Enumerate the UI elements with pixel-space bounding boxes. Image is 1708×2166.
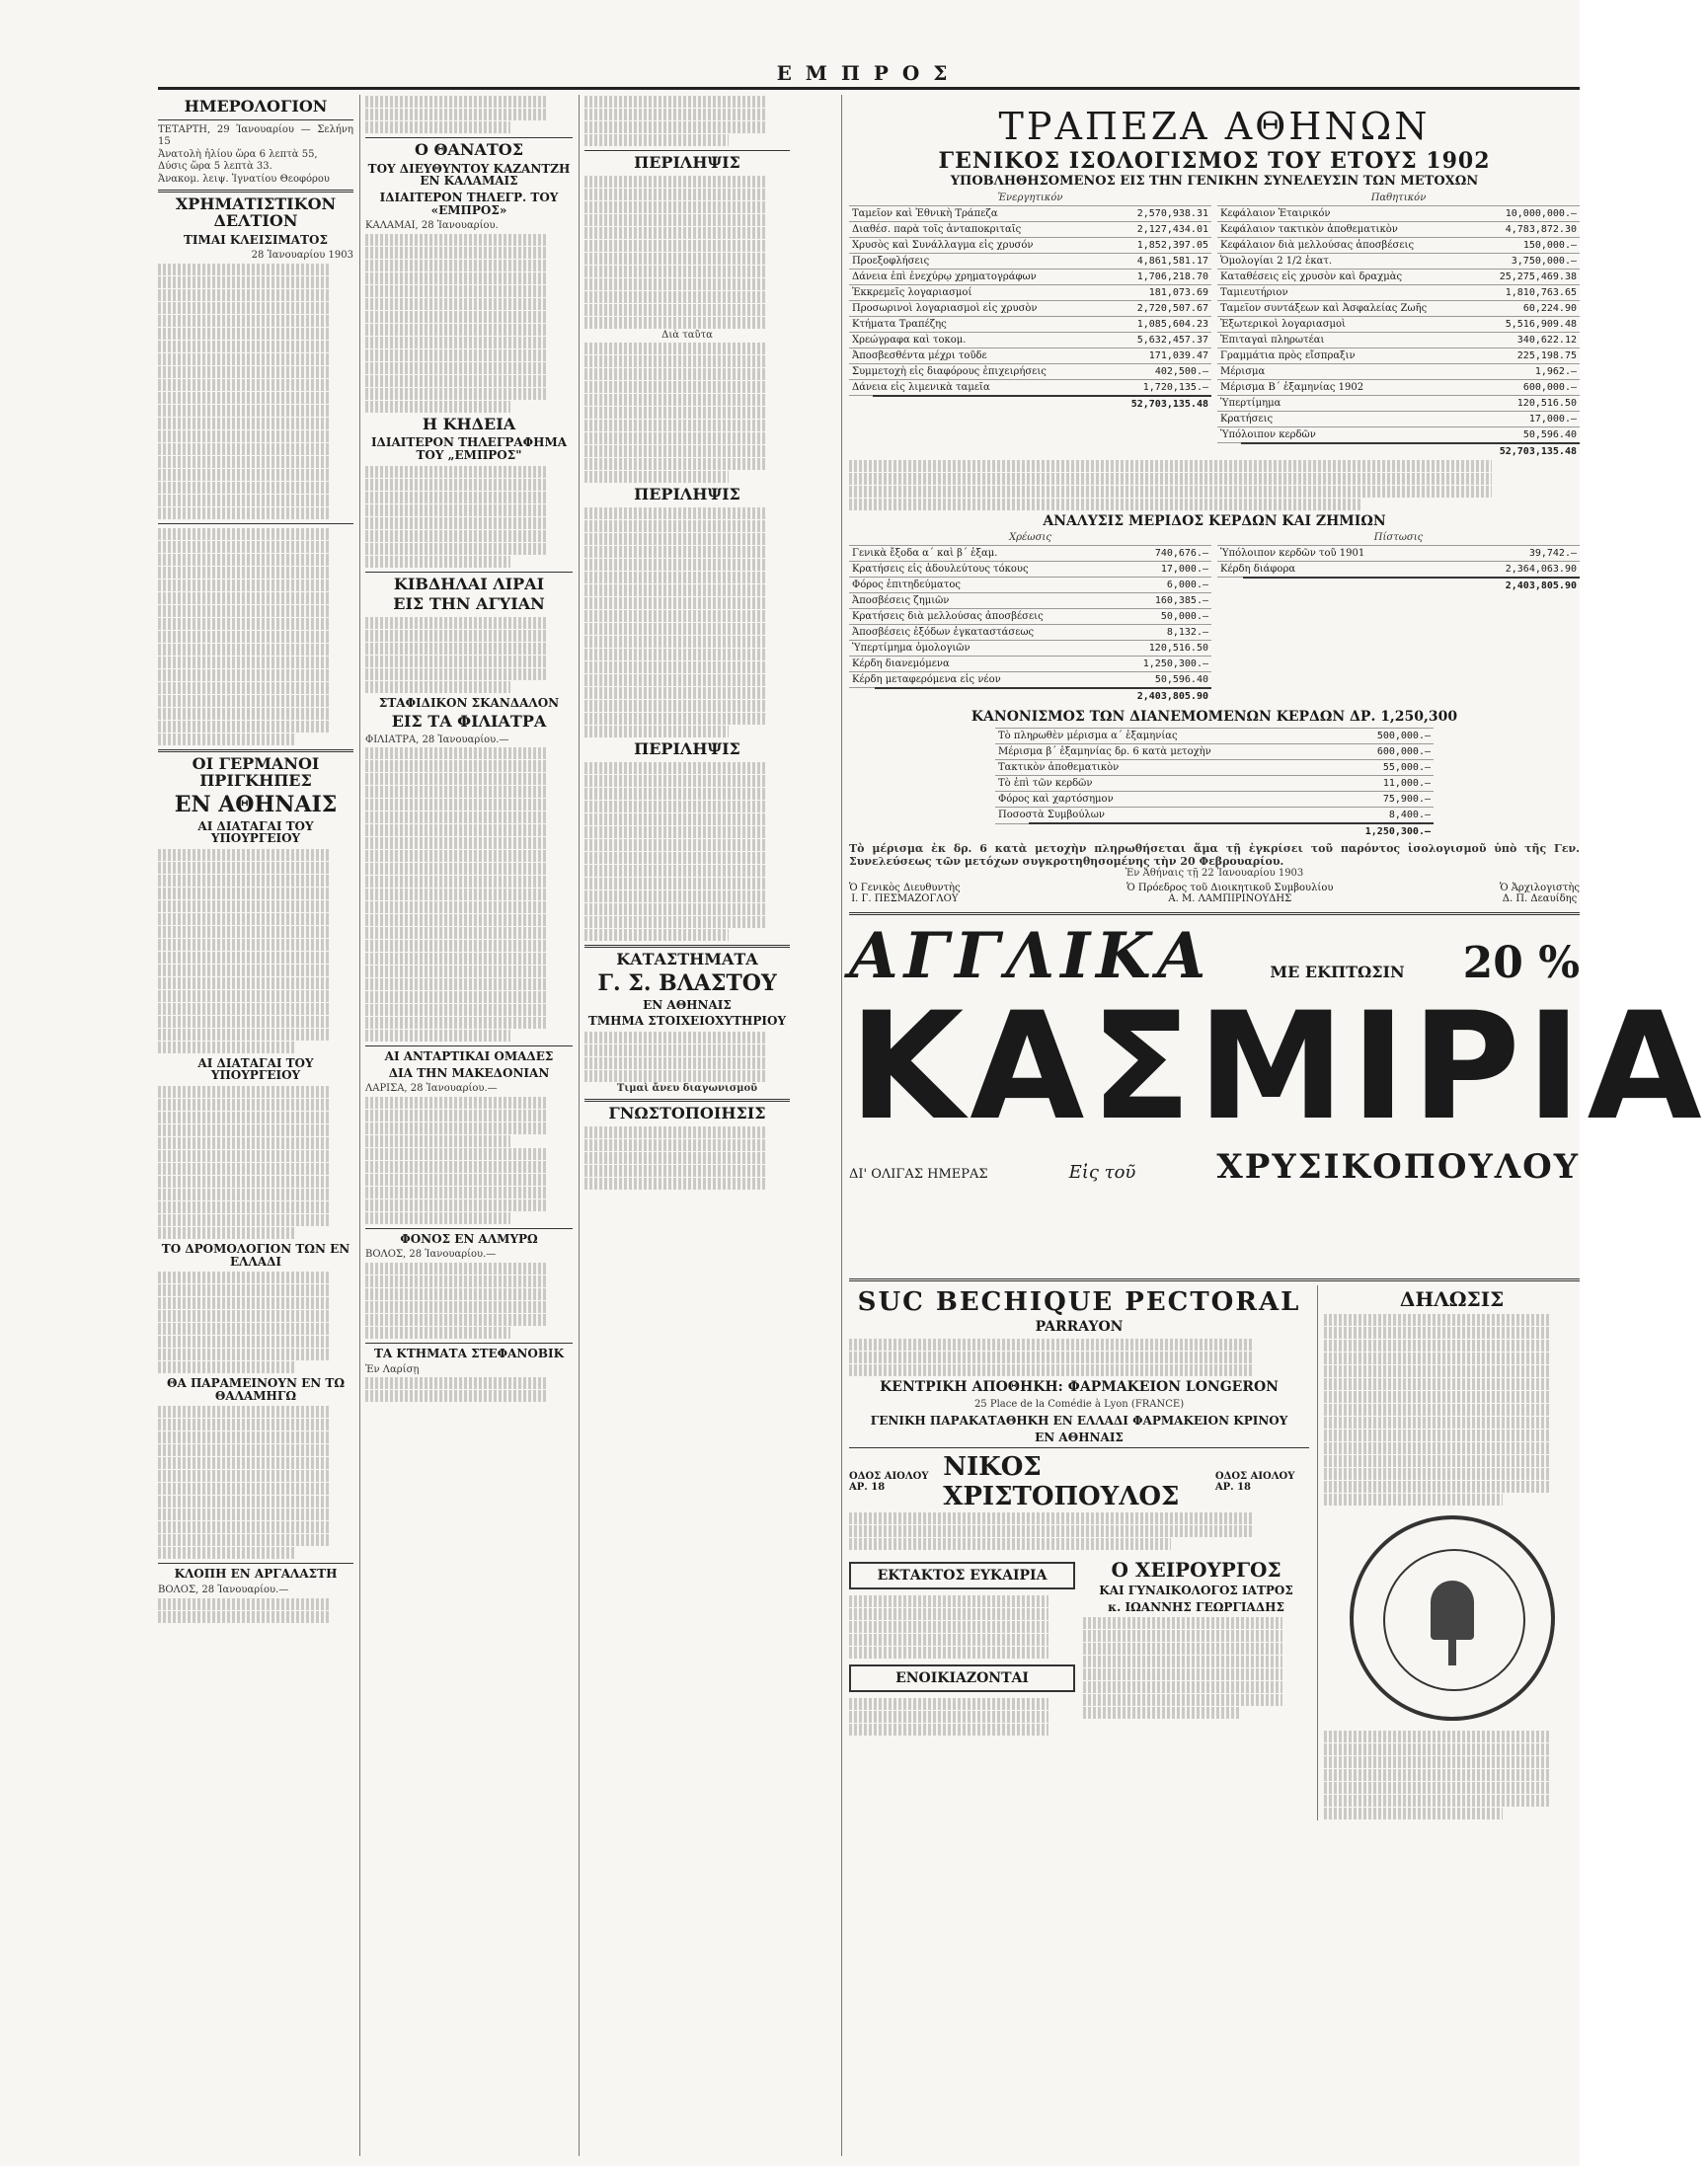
dromologion-heading: ΤΟ ΔΡΟΜΟΛΟΓΙΟΝ ΤΩΝ ΕΝ ΕΛΛΑΔΙ: [161, 1242, 350, 1269]
xrhmatistiko-heading: ΧΡΗΜΑΤΙΣΤΙΚΟΝ ΔΕΛΤΙΟΝ: [175, 194, 337, 231]
liability-row: [1217, 379, 1580, 395]
debit-label: Ὑπερτίμημα ὁμολογιῶν: [849, 640, 1116, 656]
liability-label: Μέρισμα Β΄ ἑξαμηνίας 1902: [1217, 379, 1478, 395]
liability-value: 3,750,000.—: [1478, 253, 1580, 269]
thanatos-sub: ΤΟΥ ΔΙΕΥΘΥΝΤΟΥ ΚΑΖΑΝΤΖΗ ΕΝ ΚΑΛΑΜΑΙΣ: [367, 161, 571, 189]
sig1-name: Ι. Γ. ΠΕΣΜΑΖΟΓΛΟΥ: [851, 892, 959, 904]
column-1: [158, 95, 353, 2156]
bank-title: ΤΡΑΠΕΖΑ ΑΘΗΝΩΝ: [998, 105, 1431, 148]
liability-label: Ἐξωτερικοὶ λογαριασμοὶ: [1217, 316, 1478, 332]
liability-value: 60,224.90: [1478, 300, 1580, 316]
liability-row: [1217, 237, 1580, 253]
debit-value: 1,250,300.—: [1116, 656, 1212, 671]
rue-line: 25 Place de la Comédie à Lyon (FRANCE): [973, 1398, 1185, 1410]
credit-label: Κέρδη διάφορα: [1217, 561, 1456, 577]
timai-anev: Τιμαὶ ἄνευ διαγωνισμοῦ: [616, 1082, 758, 1094]
fonos-heading: ΦΟΝΟΣ ΕΝ ΑΛΜΥΡΩ: [400, 1231, 538, 1246]
kanonismos-label: Τὸ πληρωθὲν μέρισμα α΄ ἑξαμηνίας: [995, 729, 1340, 744]
credit-row: [1217, 561, 1580, 577]
liability-label: Ταμεῖον συντάξεων καὶ Ἀσφαλείας Ζωῆς: [1217, 300, 1478, 316]
asset-label: Συμμετοχὴ εἰς διαφόρους ἐπιχειρήσεις: [849, 363, 1111, 379]
liability-label: Κεφάλαιον Ἑταιρικόν: [1217, 205, 1478, 221]
sig1-title: Ὁ Γενικὸς Διευθυντὴς: [849, 882, 961, 893]
liability-row: [1217, 395, 1580, 411]
asset-label: Προσωρινοὶ λογαριασμοὶ εἰς χρυσὸν: [849, 300, 1111, 316]
liability-label: Μέρισμα: [1217, 363, 1478, 379]
merisma-line: Τὸ μέρισμα ἐκ δρ. 6 κατὰ μετοχὴν πληρωθήσεται ἅμα τῇ ἐγκρίσει τοῦ παρόντος ἰσολογισμοῦ ὑπὸ τῆς Γεν. Συνελεύσεως τῶν μετόχων συγκροτηθησομένης τὴν 20 Φεβρουαρίου.: [849, 842, 1580, 868]
debit-label: Γενικὰ ἔξοδα α΄ καὶ β΄ ἑξαμ.: [849, 545, 1116, 561]
analysis-heading: ΑΝΑΛΥΣΙΣ ΜΕΡΙΔΟΣ ΚΕΡΔΩΝ ΚΑΙ ΖΗΜΙΩΝ: [1043, 512, 1386, 529]
credit-row: [1217, 545, 1580, 561]
assets-side: [849, 193, 1211, 459]
xeirourgos-heading: Ο ΧΕΙΡΟΥΡΓΟΣ: [1111, 1558, 1281, 1583]
kanonismos-value: 55,000.—: [1340, 760, 1434, 776]
arisa-line: Ἐν Λαρίσῃ: [365, 1363, 420, 1375]
bank-subtitle: ΓΕΝΙΚΟΣ ΙΣΟΛΟΓΙΣΜΟΣ ΤΟΥ ΕΤΟΥΣ 1902: [938, 148, 1491, 174]
kanonismos-value: 8,400.—: [1340, 808, 1434, 823]
liability-value: 25,275,469.38: [1478, 269, 1580, 284]
liability-row: [1217, 426, 1580, 442]
asset-row: [849, 316, 1211, 332]
parrayon: PARRAYON: [1035, 1319, 1124, 1336]
eis-tou: Εἰς τοῦ: [1068, 1161, 1136, 1183]
asset-row: [849, 237, 1211, 253]
liability-label: Κεφάλαιον διὰ μελλούσας ἀποσβέσεις: [1217, 237, 1478, 253]
kanonismos-label: Φόρος καὶ χαρτόσημον: [995, 792, 1340, 808]
debit-value: 17,000.—: [1116, 561, 1212, 577]
signatures: [849, 883, 1580, 904]
liabilities-side: [1217, 193, 1580, 459]
volos-line: ΒΟΛΟΣ, 28 Ἰανουαρίου.—: [365, 1249, 497, 1261]
credit-total: 2,403,805.90: [1243, 578, 1580, 593]
liability-value: 4,783,872.30: [1478, 221, 1580, 237]
ktimata-heading: ΤΑ ΚΤΗΜΑΤΑ ΣΤΕΦΑΝΟΒΙΚ: [373, 1346, 565, 1360]
me-ekptosin: ΜΕ ΕΚΠΤΩΣΙΝ: [1270, 962, 1405, 981]
debit-value: 120,516.50: [1116, 640, 1212, 656]
credit-value: 39,742.—: [1456, 545, 1580, 561]
asset-row: [849, 221, 1211, 237]
debit-row: [849, 624, 1211, 640]
debit-label: Κρατήσεις διὰ μελλούσας ἀποσβέσεις: [849, 608, 1116, 624]
liability-value: 10,000,000.—: [1478, 205, 1580, 221]
perilipsis-1: ΠΕΡΙΛΗΨΙΣ: [634, 153, 740, 172]
xrysikopoulou-heading: ΧΡΥΣΙΚΟΠΟΥΛΟΥ: [1216, 1146, 1580, 1187]
liability-value: 120,516.50: [1478, 395, 1580, 411]
kanonismos-label: Ποσοστὰ Συμβούλων: [995, 808, 1340, 823]
debit-total: 2,403,805.90: [875, 688, 1211, 704]
asset-label: Ταμεῖον καὶ Ἐθνικὴ Τράπεζα: [849, 205, 1111, 221]
liability-label: Ἐπιταγαὶ πληρωτέαι: [1217, 332, 1478, 348]
asset-value: 2,720,507.67: [1111, 300, 1211, 316]
liability-label: Ταμιευτήριον: [1217, 284, 1478, 300]
asset-value: 1,852,397.05: [1111, 237, 1211, 253]
germanoi-heading: ΟΙ ΓΕΡΜΑΝΟΙ ΠΡΙΓΚΗΠΕΣ: [192, 753, 320, 790]
asset-value: 181,073.69: [1111, 284, 1211, 300]
timai-date: 28 Ἰανουαρίου 1903: [251, 250, 353, 262]
kasmiria-heading: ΚΑΣΜΙΡΙΑ: [849, 980, 1708, 1153]
debit-label: Φόρος ἐπιτηδεύματος: [849, 577, 1116, 592]
asset-label: Χρεώγραφα καὶ τοκομ.: [849, 332, 1111, 348]
germanoi-heading-2: ΕΝ ΑΘΗΝΑΙΣ: [174, 791, 338, 817]
kanonismos-value: 11,000.—: [1340, 776, 1434, 792]
kanonismos-heading: ΚΑΝΟΝΙΣΜΟΣ ΤΩΝ ΔΙΑΝΕΜΟΜΕΝΩΝ ΚΕΡΔΩΝ ΔΡ. 1,250,300: [970, 708, 1458, 725]
liability-row: [1217, 284, 1580, 300]
assets-table: [849, 205, 1211, 395]
energ-heading: Ἐνεργητικόν: [997, 193, 1063, 203]
liability-value: 600,000.—: [1478, 379, 1580, 395]
liability-label: Κεφάλαιον τακτικὸν ἀποθεματικὸν: [1217, 221, 1478, 237]
sig2-name: Α. Μ. ΛΑΜΠΙΡΙΝΟΥΔΗΣ: [1168, 892, 1292, 904]
liability-row: [1217, 300, 1580, 316]
assets-total: 52,703,135.48: [873, 396, 1211, 412]
asset-value: 4,861,581.17: [1111, 253, 1211, 269]
tmima-heading: ΤΜΗΜΑ ΣΤΟΙΧΕΙΟΧΥΤΗΡΙΟΥ: [587, 1014, 787, 1029]
liability-row: [1217, 348, 1580, 363]
sig2-title: Ὁ Πρόεδρος τοῦ Διοικητικοῦ Συμβουλίου: [1126, 882, 1334, 893]
asset-row: [849, 284, 1211, 300]
asset-row: [849, 205, 1211, 221]
liability-row: [1217, 221, 1580, 237]
asset-row: [849, 269, 1211, 284]
klophi-heading: ΚΛΟΠΗ ΕΝ ΑΡΓΑΛΑΣΤΗ: [174, 1567, 338, 1582]
timai-heading: ΤΙΜΑΙ ΚΛΕΙΣΙΜΑΤΟΣ: [184, 232, 328, 247]
diatagai-heading-2: ΑΙ ΔΙΑΤΑΓΑΙ ΤΟΥ ΥΠΟΥΡΓΕΙΟΥ: [197, 1055, 314, 1083]
liability-label: Καταθέσεις εἰς χρυσὸν καὶ δραχμὰς: [1217, 269, 1478, 284]
liability-row: [1217, 363, 1580, 379]
pathit-heading: Παθητικόν: [1370, 193, 1427, 203]
kanonismos-row: [995, 744, 1434, 760]
asset-label: Δάνεια εἰς λιμενικὰ ταμεῖα: [849, 379, 1111, 395]
debit-row: [849, 656, 1211, 671]
liability-label: Ὁμολογίαι 2 1/2 ἑκατ.: [1217, 253, 1478, 269]
kanonismos-row: [995, 776, 1434, 792]
analysis-block: [849, 532, 1580, 704]
credit-label: Ὑπόλοιπον κερδῶν τοῦ 1901: [1217, 545, 1456, 561]
kideia-heading: Η ΚΗΔΕΙΑ: [422, 414, 516, 433]
kanonismos-label: Τακτικὸν ἀποθεματικὸν: [995, 760, 1340, 776]
asset-label: Ἀποσβεσθέντα μέχρι τοῦδε: [849, 348, 1111, 363]
katastimata-heading: ΚΑΤΑΣΤΗΜΑΤΑ: [616, 949, 758, 968]
odos-left: ΟΔΟΣ ΑΙΟΛΟΥ ΑΡ. 18: [849, 1471, 929, 1494]
diatagai-heading: ΑΙ ΔΙΑΤΑΓΑΙ ΤΟΥ ΥΠΟΥΡΓΕΙΟΥ: [197, 818, 314, 846]
gnostopoiisis-heading: ΓΝΩΣΤΟΠΟΙΗΣΙΣ: [608, 1104, 766, 1123]
kalamai-line: ΚΑΛΑΜΑΙ, 28 Ἰανουαρίου.: [365, 220, 499, 232]
debit-label: Κέρδη μεταφερόμενα εἰς νέον: [849, 671, 1116, 687]
debit-label: Κέρδη διανεμόμενα: [849, 656, 1116, 671]
ektaktos-heading: ΕΚΤΑΚΤΟΣ ΕΥΚΑΙΡΙΑ: [849, 1562, 1075, 1589]
asset-value: 2,570,938.31: [1111, 205, 1211, 221]
asset-row: [849, 253, 1211, 269]
debit-row: [849, 608, 1211, 624]
hmerologion-heading: ΗΜΕΡΟΛΟΓΙΟΝ: [184, 97, 328, 116]
hm-line-1: ΤΕΤΑΡΤΗ, 29 Ἰανουαρίου — Σελήνη 15: [158, 123, 353, 148]
pistosis-heading: Πίστωσις: [1373, 532, 1424, 544]
bank-subtitle-2: ΥΠΟΒΛΗΘΗΣΟΜΕΝΟΣ ΕΙΣ ΤΗΝ ΓΕΝΙΚΗΝ ΣΥΝΕΛΕΥΣΙΝ ΤΩΝ ΜΕΤΟΧΩΝ: [950, 174, 1479, 189]
asset-value: 1,720,135.—: [1111, 379, 1211, 395]
hm-line-4: Ἀνακομ. λειψ. Ἰγνατίου Θεοφόρου: [158, 173, 330, 185]
parameinoun-heading: ΘΑ ΠΑΡΑΜΕΙΝΟΥΝ ΕΝ ΤΩ ΘΑΛΑΜΗΓΩ: [167, 1376, 345, 1403]
kanonismos-total: 1,250,300.—: [1029, 823, 1434, 839]
kideia-sub: ΙΔΙΑΙΤΕΡΟΝ ΤΗΛΕΓΡΑΦΗΜΑ ΤΟΥ „ΕΜΠΡΟΣ": [370, 435, 568, 463]
asset-label: Κτήματα Τραπέζης: [849, 316, 1111, 332]
klophi-line: ΒΟΛΟΣ, 28 Ἰανουαρίου.—: [158, 1585, 289, 1596]
kanonismos-label: Μέρισμα β΄ ἑξαμηνίας δρ. 6 κατὰ μετοχὴν: [995, 744, 1340, 760]
kanonismos-row: [995, 792, 1434, 808]
debit-table: [849, 545, 1211, 687]
enoikiazontai-heading: ΕΝΟΙΚΙΑΖΟΝΤΑΙ: [849, 1664, 1075, 1692]
liabilities-total: 52,703,135.48: [1241, 443, 1580, 459]
skandalon-heading: ΣΤΑΦΙΔΙΚΟΝ ΣΚΑΝΔΑΛΟΝ: [378, 696, 560, 711]
debit-row: [849, 577, 1211, 592]
assets-total-label: [849, 396, 873, 412]
kanonismos-label: Τὸ ἐπὶ τῶν κερδῶν: [995, 776, 1340, 792]
anglika-heading: ΑΓΓΛΙΚΑ: [849, 918, 1212, 993]
debit-label: Ἀποσβέσεις ἐξόδων ἐγκαταστάσεως: [849, 624, 1116, 640]
odos-right: ΟΔΟΣ ΑΙΟΛΟΥ ΑΡ. 18: [1214, 1471, 1295, 1494]
asset-label: Διαθέσ. παρὰ τοῖς ἀνταποκριταῖς: [849, 221, 1111, 237]
kanonismos-row: [995, 760, 1434, 776]
asset-value: 1,085,604.23: [1111, 316, 1211, 332]
asset-label: Προεξοφλήσεις: [849, 253, 1111, 269]
geniki-parakatathiki: ΓΕΝΙΚΗ ΠΑΡΑΚΑΤΑΘΗΚΗ ΕΝ ΕΛΛΑΔΙ ΦΑΡΜΑΚΕΙΟΝ ΚΡΙΝΟΥ: [870, 1414, 1288, 1429]
asset-value: 171,039.47: [1111, 348, 1211, 363]
balance-sheet: [849, 193, 1580, 459]
debit-row: [849, 592, 1211, 608]
thanatos-heading: Ο ΘΑΝΑΤΟΣ: [414, 140, 524, 159]
liability-row: [1217, 411, 1580, 426]
asset-row: [849, 332, 1211, 348]
debit-row: [849, 545, 1211, 561]
georgiadis-name: κ. ΙΩΑΝΝΗΣ ΓΕΩΡΓΙΑΔΗΣ: [1108, 1599, 1284, 1614]
liability-label: Ὑπόλοιπον κερδῶν: [1217, 426, 1478, 442]
dia-tauta: Διὰ ταῦτα: [661, 329, 713, 341]
debit-value: 740,676.—: [1116, 545, 1212, 561]
sig3-title: Ὁ Ἀρχιλογιστὴς: [1499, 882, 1580, 893]
debit-value: 50,000.—: [1116, 608, 1212, 624]
liability-value: 225,198.75: [1478, 348, 1580, 363]
asset-row: [849, 379, 1211, 395]
percent-off: 20 %: [1462, 937, 1580, 988]
asset-label: Ἐκκρεμεῖς λογαριασμοί: [849, 284, 1111, 300]
lower-ads: [849, 1285, 1580, 1820]
liability-label: Γραμμάτια πρὸς εἴσπραξιν: [1217, 348, 1478, 363]
xreosis-heading: Χρέωσις: [1009, 532, 1051, 544]
kanonismos-row: [995, 729, 1434, 744]
liability-value: 340,622.12: [1478, 332, 1580, 348]
liability-value: 1,810,763.65: [1478, 284, 1580, 300]
credit-table: [1217, 545, 1580, 577]
asset-value: 2,127,434.01: [1111, 221, 1211, 237]
hm-line-3: Δύσις ὥρα 5 λεπτὰ 33.: [158, 161, 272, 173]
debit-row: [849, 640, 1211, 656]
idiaiteron-1: ΙΔΙΑΙΤΕΡΟΝ ΤΗΛΕΓΡ. ΤΟΥ «ΕΜΠΡΟΣ»: [379, 190, 559, 217]
column-3: [584, 95, 790, 2156]
liabilities-table: [1217, 205, 1580, 442]
liability-row: [1217, 332, 1580, 348]
kanonismos-value: 75,900.—: [1340, 792, 1434, 808]
debit-row: [849, 671, 1211, 687]
asset-row: [849, 300, 1211, 316]
skandalon-heading-2: ΕΙΣ ΤΑ ΦΙΛΙΑΤΡΑ: [391, 711, 547, 731]
liability-label: Κρατήσεις: [1217, 411, 1478, 426]
liability-value: 17,000.—: [1478, 411, 1580, 426]
debit-value: 6,000.—: [1116, 577, 1212, 592]
di-oligas: ΔΙ' ΟΛΙΓΑΣ ΗΜΕΡΑΣ: [849, 1166, 988, 1182]
lower-ads-right: [1317, 1285, 1580, 1820]
column-2: [365, 95, 573, 2156]
kanonismos-value: 600,000.—: [1340, 744, 1434, 760]
debit-value: 50,596.40: [1116, 671, 1212, 687]
debit-row: [849, 561, 1211, 577]
perilipsis-3: ΠΕΡΙΛΗΨΙΣ: [634, 739, 740, 759]
vlastos-heading: Γ. Σ. ΒΛΑΣΤΟΥ: [597, 969, 777, 996]
perilipsis-2: ΠΕΡΙΛΗΨΙΣ: [634, 485, 740, 504]
sig3-name: Δ. Π. Δεαυίδης: [1502, 892, 1578, 904]
right-section: [849, 95, 1708, 2156]
suc-heading: SUC BECHIQUE PECTORAL: [857, 1286, 1301, 1317]
antartikai-heading-2: ΔΙΑ ΤΗΝ ΜΑΚΕΔΟΝΙΑΝ: [388, 1065, 550, 1080]
debit-label: Κρατήσεις εἰς ἀδουλεύτους τόκους: [849, 561, 1116, 577]
credit-value: 2,364,063.90: [1456, 561, 1580, 577]
antartikai-heading: ΑΙ ΑΝΤΑΡΤΙΚΑΙ ΟΜΑΔΕΣ: [384, 1049, 554, 1064]
liability-label: Ὑπερτίμημα: [1217, 395, 1478, 411]
debit-value: 160,385.—: [1116, 592, 1212, 608]
filiatra-line: ΦΙΛΙΑΤΡΑ, 28 Ἰανουαρίου.—: [365, 734, 509, 745]
en-athinais-2: ΕΝ ΑΘΗΝΑΙΣ: [1035, 1430, 1124, 1444]
kanonismos-row: [995, 808, 1434, 823]
liability-value: 150,000.—: [1478, 237, 1580, 253]
debit-value: 8,132.—: [1116, 624, 1212, 640]
en-athinais-1: ΕΝ ΑΘΗΝΑΙΣ: [643, 997, 732, 1012]
liability-value: 1,962.—: [1478, 363, 1580, 379]
gynaik-heading: ΚΑΙ ΓΥΝΑΙΚΟΛΟΓΟΣ ΙΑΤΡΟΣ: [1099, 1584, 1293, 1598]
kentriki-apothiki: ΚΕΝΤΡΙΚΗ ΑΠΟΘΗΚΗ: ΦΑΡΜΑΚΕΙΟΝ LONGERON: [880, 1378, 1279, 1395]
date-line: Ἐν Ἀθήναις τῇ 22 Ἰανουαρίου 1903: [1125, 868, 1304, 880]
kibdilai-heading: ΚΙΒΔΗΛΑΙ ΛΙΡΑΙ: [393, 574, 545, 593]
liability-row: [1217, 316, 1580, 332]
asset-label: Χρυσὸς καὶ Συνάλλαγμα εἰς χρυσόν: [849, 237, 1111, 253]
dilosis-heading: ΔΗΛΩΣΙΣ: [1399, 1286, 1505, 1311]
larisa-line: ΛΑΡΙΣΑ, 28 Ἰανουαρίου.—: [365, 1083, 498, 1095]
liability-row: [1217, 205, 1580, 221]
kanonismos-value: 500,000.—: [1340, 729, 1434, 744]
kibdilai-heading-2: ΕΙΣ ΤΗΝ ΑΓΥΙΑΝ: [393, 594, 545, 614]
nikos-heading: ΝΙΚΟΣ ΧΡΙΣΤΟΠΟΥΛΟΣ: [943, 1452, 1180, 1512]
liability-row: [1217, 253, 1580, 269]
kanonismos-table: [995, 728, 1434, 822]
newspaper-title: ΕΜΠΡΟΣ: [776, 61, 962, 85]
spring-water-seal: [1350, 1515, 1555, 1721]
asset-value: 402,500.—: [1111, 363, 1211, 379]
liability-value: 5,516,909.48: [1478, 316, 1580, 332]
masthead: [158, 61, 1580, 90]
lower-ads-left: [849, 1285, 1309, 1820]
liability-value: 50,596.40: [1478, 426, 1580, 442]
debit-label: Ἀποσβέσεις ζημιῶν: [849, 592, 1116, 608]
asset-value: 1,706,218.70: [1111, 269, 1211, 284]
hm-line-2: Ἀνατολὴ ἡλίου ὥρα 6 λεπτὰ 55,: [158, 148, 318, 160]
asset-value: 5,632,457.37: [1111, 332, 1211, 348]
asset-row: [849, 363, 1211, 379]
tree-icon: [1431, 1581, 1474, 1640]
kasmiria-ad: [849, 918, 1708, 1275]
liability-row: [1217, 269, 1580, 284]
asset-label: Δάνεια ἐπὶ ἐνεχύρῳ χρηματογράφων: [849, 269, 1111, 284]
asset-row: [849, 348, 1211, 363]
